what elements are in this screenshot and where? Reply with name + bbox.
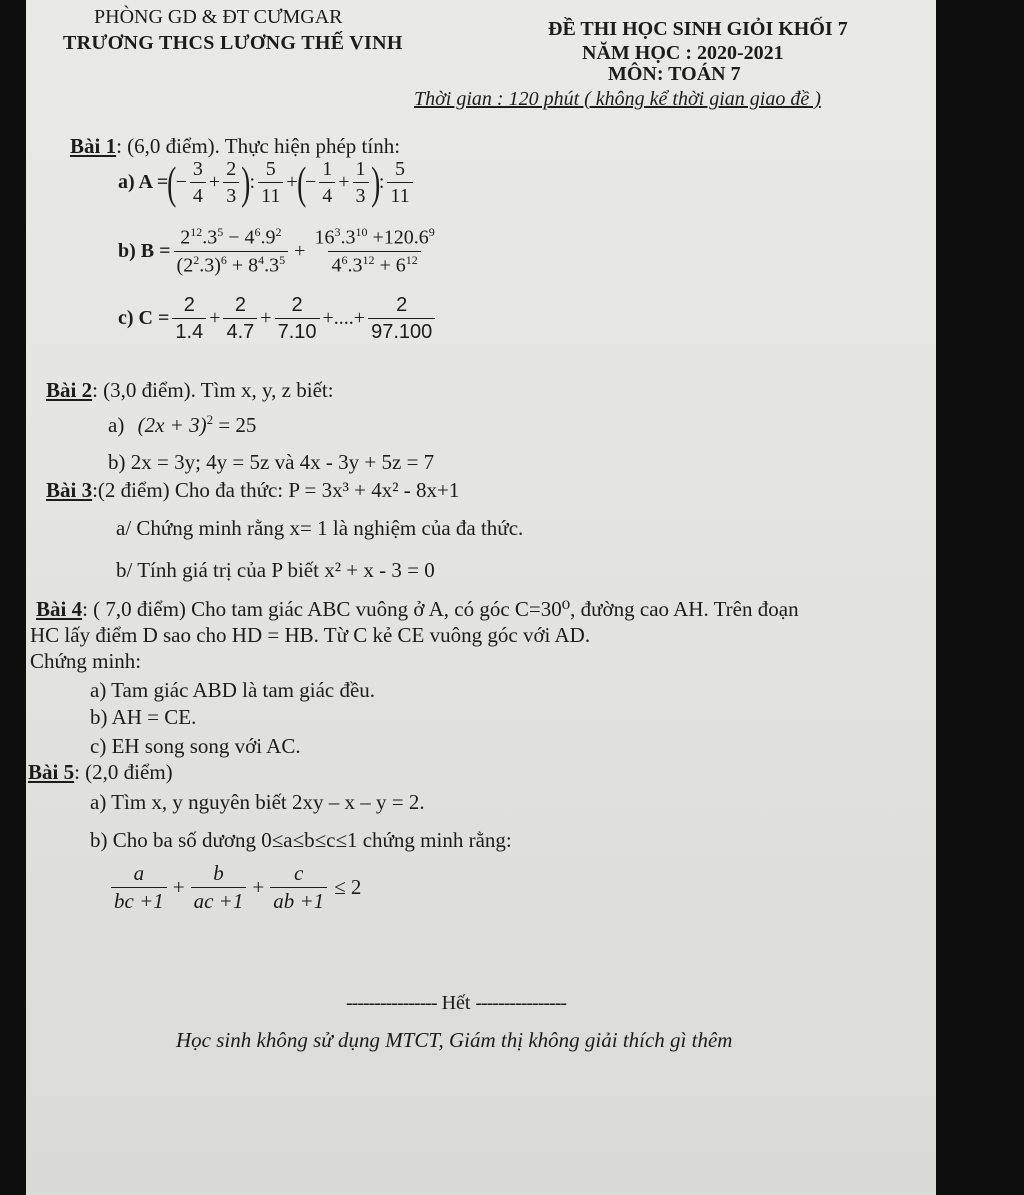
end-text: Hết	[441, 992, 471, 1014]
bai2-a-expression: a) $(2x + 3)^2 = 25$	[108, 412, 257, 437]
footer-note: Học sinh không sử dụng MTCT, Giám thị không giải thích gì thêm	[176, 1028, 733, 1052]
school-name: TRƯƠNG THCS LƯƠNG THẾ VINH	[63, 32, 403, 54]
department-name: PHÒNG GD & ĐT CƯMGAR	[94, 6, 343, 28]
bai1-b-expression: b) B = $\frac{2^{12}.3^5 - 4^6.9^2}{(2^2.3)^6 + 8^4.3^5}$ + $\frac{16^3.3^{10} +120.6^9}{4^6.3^{12} + 6^{12}}$	[118, 225, 435, 277]
bai5-heading-text: : (2,0 điểm)	[74, 760, 173, 784]
bai4-c: c) EH song song với AC.	[90, 734, 301, 758]
exam-title: ĐỀ THI HỌC SINH GIỎI KHỐI 7	[548, 18, 848, 40]
bai4-line2: HC lấy điểm D sao cho HD = HB. Từ C kẻ CE vuông góc với AD.	[30, 623, 591, 647]
bai3-label: Bài 3	[46, 478, 93, 502]
bai1-heading-text: : (6,0 điểm). Thực hiện phép tính:	[116, 134, 401, 158]
bai1-a-expression: a) A = ( − $\frac{3}{4}$ + $\frac{2}{3}$ ) : $\frac{5}{11}$ + ( − $\frac{1}{4}$ + $\frac{1}{3}$ ) : $\frac{5}{11}$	[118, 158, 416, 207]
bai1-c-label: c) C =	[118, 307, 170, 329]
bai1-a-label: a) A =	[118, 171, 169, 193]
end-marker	[346, 992, 566, 1015]
bai2-a-label: a)	[108, 413, 125, 437]
bai2-heading-text: : (3,0 điểm). Tìm x, y, z biết:	[92, 378, 334, 402]
bai1-c-expression: c) C = $\frac{2}{1.4}$ + $\frac{2}{4.7}$ + $\frac{2}{7.10}$ +....+ $\frac{2}{97.100}$	[118, 294, 438, 343]
bai3-b: b/ Tính giá trị của P biết x² + x - 3 = 0	[116, 558, 435, 582]
bai1-heading	[70, 134, 400, 159]
bai2-b: b) 2x = 3y; 4y = 5z và 4x - 3y + 5z = 7	[108, 450, 435, 474]
bai4-label: Bài 4	[36, 597, 83, 621]
subject: MÔN: TOÁN 7	[608, 63, 741, 85]
exam-paper	[26, 0, 936, 1195]
bai5-inequality: $\frac{a}{bc +1}$ + $\frac{b}{ac +1}$ + $\frac{c}{ab +1}$ ≤ 2	[108, 862, 361, 913]
bai1-label: Bài 1	[70, 134, 117, 158]
bai3-heading	[46, 478, 459, 503]
bai2-heading	[46, 378, 334, 403]
bai3-heading-text: :(2 điểm) Cho đa thức: P = 3x³ + 4x² - 8x+1	[92, 478, 460, 502]
bai2-label: Bài 2	[46, 378, 93, 402]
bai5-b: b) Cho ba số dương 0≤a≤b≤c≤1 chứng minh rằng:	[90, 828, 512, 852]
bai5-label: Bài 5	[28, 760, 75, 784]
end-dash-left: ----------------	[346, 992, 437, 1014]
end-dash-right: ----------------	[475, 992, 567, 1014]
bai4-line1-text: : ( 7,0 điểm) Cho tam giác ABC vuông ở A, có góc C=30⁰, đường cao AH. Trên đoạn	[82, 597, 799, 621]
school-year: NĂM HỌC : 2020-2021	[582, 42, 784, 64]
bai4-b: b) AH = CE.	[90, 705, 197, 729]
bai4-line1	[36, 597, 799, 622]
bai3-a: a/ Chứng minh rằng x= 1 là nghiệm của đa thức.	[116, 516, 524, 540]
bai5-heading	[28, 760, 173, 785]
bai1-b-label: b) B =	[118, 239, 171, 262]
bai4-line3: Chứng minh:	[30, 649, 142, 673]
bai5-a: a) Tìm x, y nguyên biết 2xy – x – y = 2.	[90, 790, 425, 814]
bai4-a: a) Tam giác ABD là tam giác đều.	[90, 678, 376, 702]
time-limit: Thời gian : 120 phút ( không kể thời gian giao đề )	[414, 88, 821, 110]
